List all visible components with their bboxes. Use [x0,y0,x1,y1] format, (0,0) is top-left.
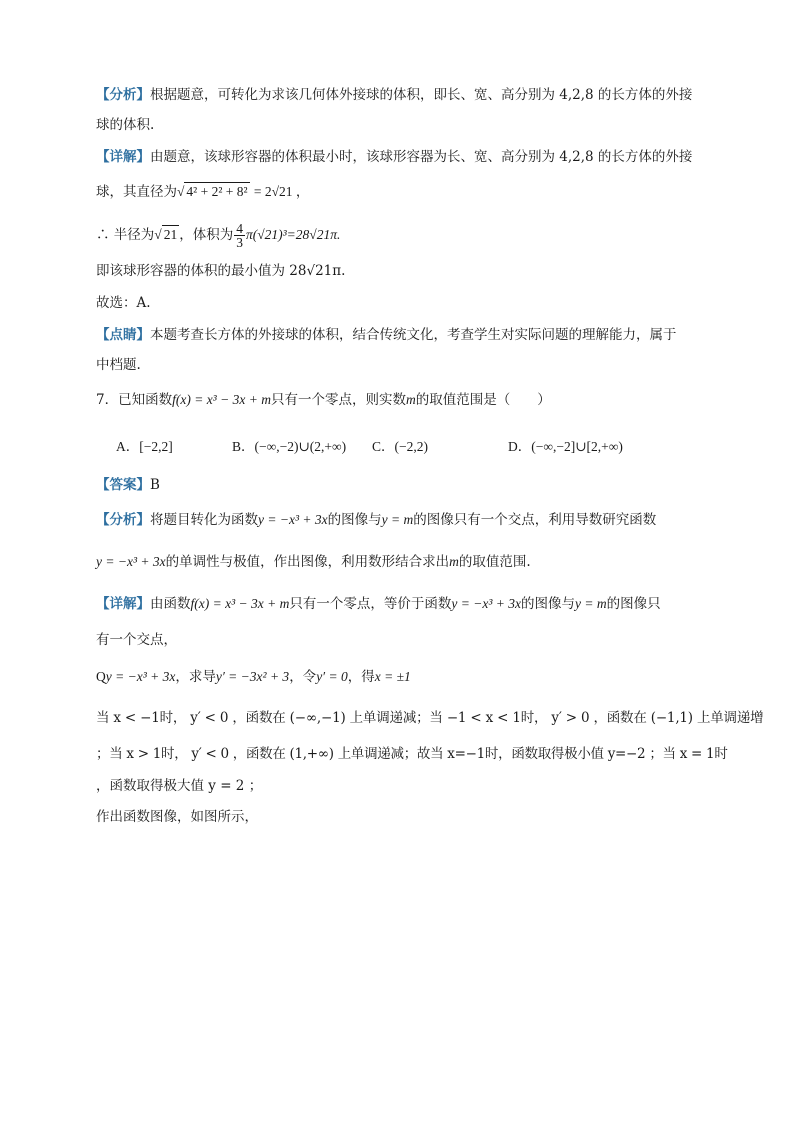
detail-tag: 【详解】 [96,596,150,612]
fraction: $\frac{4}{3}$ [236,221,243,250]
function-expression: f(x) = x³ − 3x + m [172,392,271,407]
option-a[interactable]: A．[−2,2] [116,439,173,454]
diameter-result: = 2√21 ， [253,184,310,199]
q6-detail-line-2 [96,182,309,201]
comment-tag: 【点睛】 [96,327,150,343]
analysis-tag: 【分析】 [96,512,150,528]
option-c[interactable]: C．(−2,2) [372,439,428,454]
detail-text: ，体积为 [179,227,234,243]
q6-detail-line-3 [96,222,340,249]
detail-tag: 【详解】 [96,149,150,165]
analysis-text: 根据题意，可转化为求该几何体外接球的体积，即长、宽、高分别为 4,2,8 的长方体的外接 [150,87,693,103]
q6-detail-line-1 [96,148,692,166]
answer-tag: 【答案】 [96,477,150,493]
analysis-tag: 【分析】 [96,87,150,103]
q6-comment-line-1 [96,326,677,344]
q7-analysis-line-2: y = −x³ + 3x的单调性与极值，作出图像，利用数形结合求出m的取值范围. [96,554,531,570]
variable-m: m [405,392,416,407]
q7-analysis-line-1: 【分析】将题目转化为函数y = −x³ + 3x的图像与y = m的图像只有一个交点，利用导数研究函数 [96,512,657,528]
q7-stem: 7．已知函数f(x) = x³ − 3x + m只有一个零点，则实数m的取值范围是（ ） [96,392,551,408]
option-b[interactable]: B．(−∞,−2)∪(2,+∞) [232,439,347,454]
q6-choose-line: 故选：A. [96,295,151,311]
q7-detail-line-1: 【详解】由函数f(x) = x³ − 3x + m只有一个零点，等价于函数y = −x³ + 3x的图像与y = m的图像只 [96,596,661,612]
q6-analysis-line-1 [96,86,692,104]
option-d[interactable]: D．(−∞,−2]∪[2,+∞) [508,439,623,454]
sqrt-expression: √ 4² + 2² + 8² [177,184,248,199]
answer-value: B [150,477,160,493]
detail-text: ∴ 半径为 [96,227,155,243]
volume-expression: π(√21)³=28√21π. [245,227,341,242]
comment-text: 本题考查长方体的外接球的体积，结合传统文化，考查学生对实际问题的理解能力，属于 [150,327,677,343]
q6-comment-line-2: 中档题. [96,357,141,373]
q7-detail-line-3: Qy = −x³ + 3x，求导y′ = −3x² + 3，令y′ = 0，得x = ±1 [96,669,411,685]
q7-answer [96,476,160,494]
q7-detail-line-6: ，函数取得极大值 y = 2 ； [96,778,263,794]
q7-detail-line-7: 作出函数图像，如图所示， [96,809,258,825]
detail-text: 由题意，该球形容器的体积最小时，该球形容器为长、宽、高分别为 4,2,8 的长方体的外接 [150,149,693,165]
q6-detail-line-4: 即该球形容器的体积的最小值为 28√21π. [96,263,346,279]
q6-analysis-line-2: 球的体积. [96,117,155,133]
q7-detail-line-5: ；当 x > 1时， y′ < 0 ，函数在 (1,+∞) 上单调递减；故当 x=−1时，函数取得极小值 y=−2 ；当 x = 1时 [96,746,728,762]
detail-text: 球，其直径为 [96,184,177,200]
radius-sqrt: √ 21 [154,227,178,242]
q7-detail-line-2: 有一个交点， [96,632,177,648]
q7-detail-line-4: 当 x < −1时， y′ < 0 ，函数在 (−∞,−1) 上单调递减；当 −1 < x < 1时， y′ > 0 ，函数在 (−1,1) 上单调递增 [96,710,764,726]
